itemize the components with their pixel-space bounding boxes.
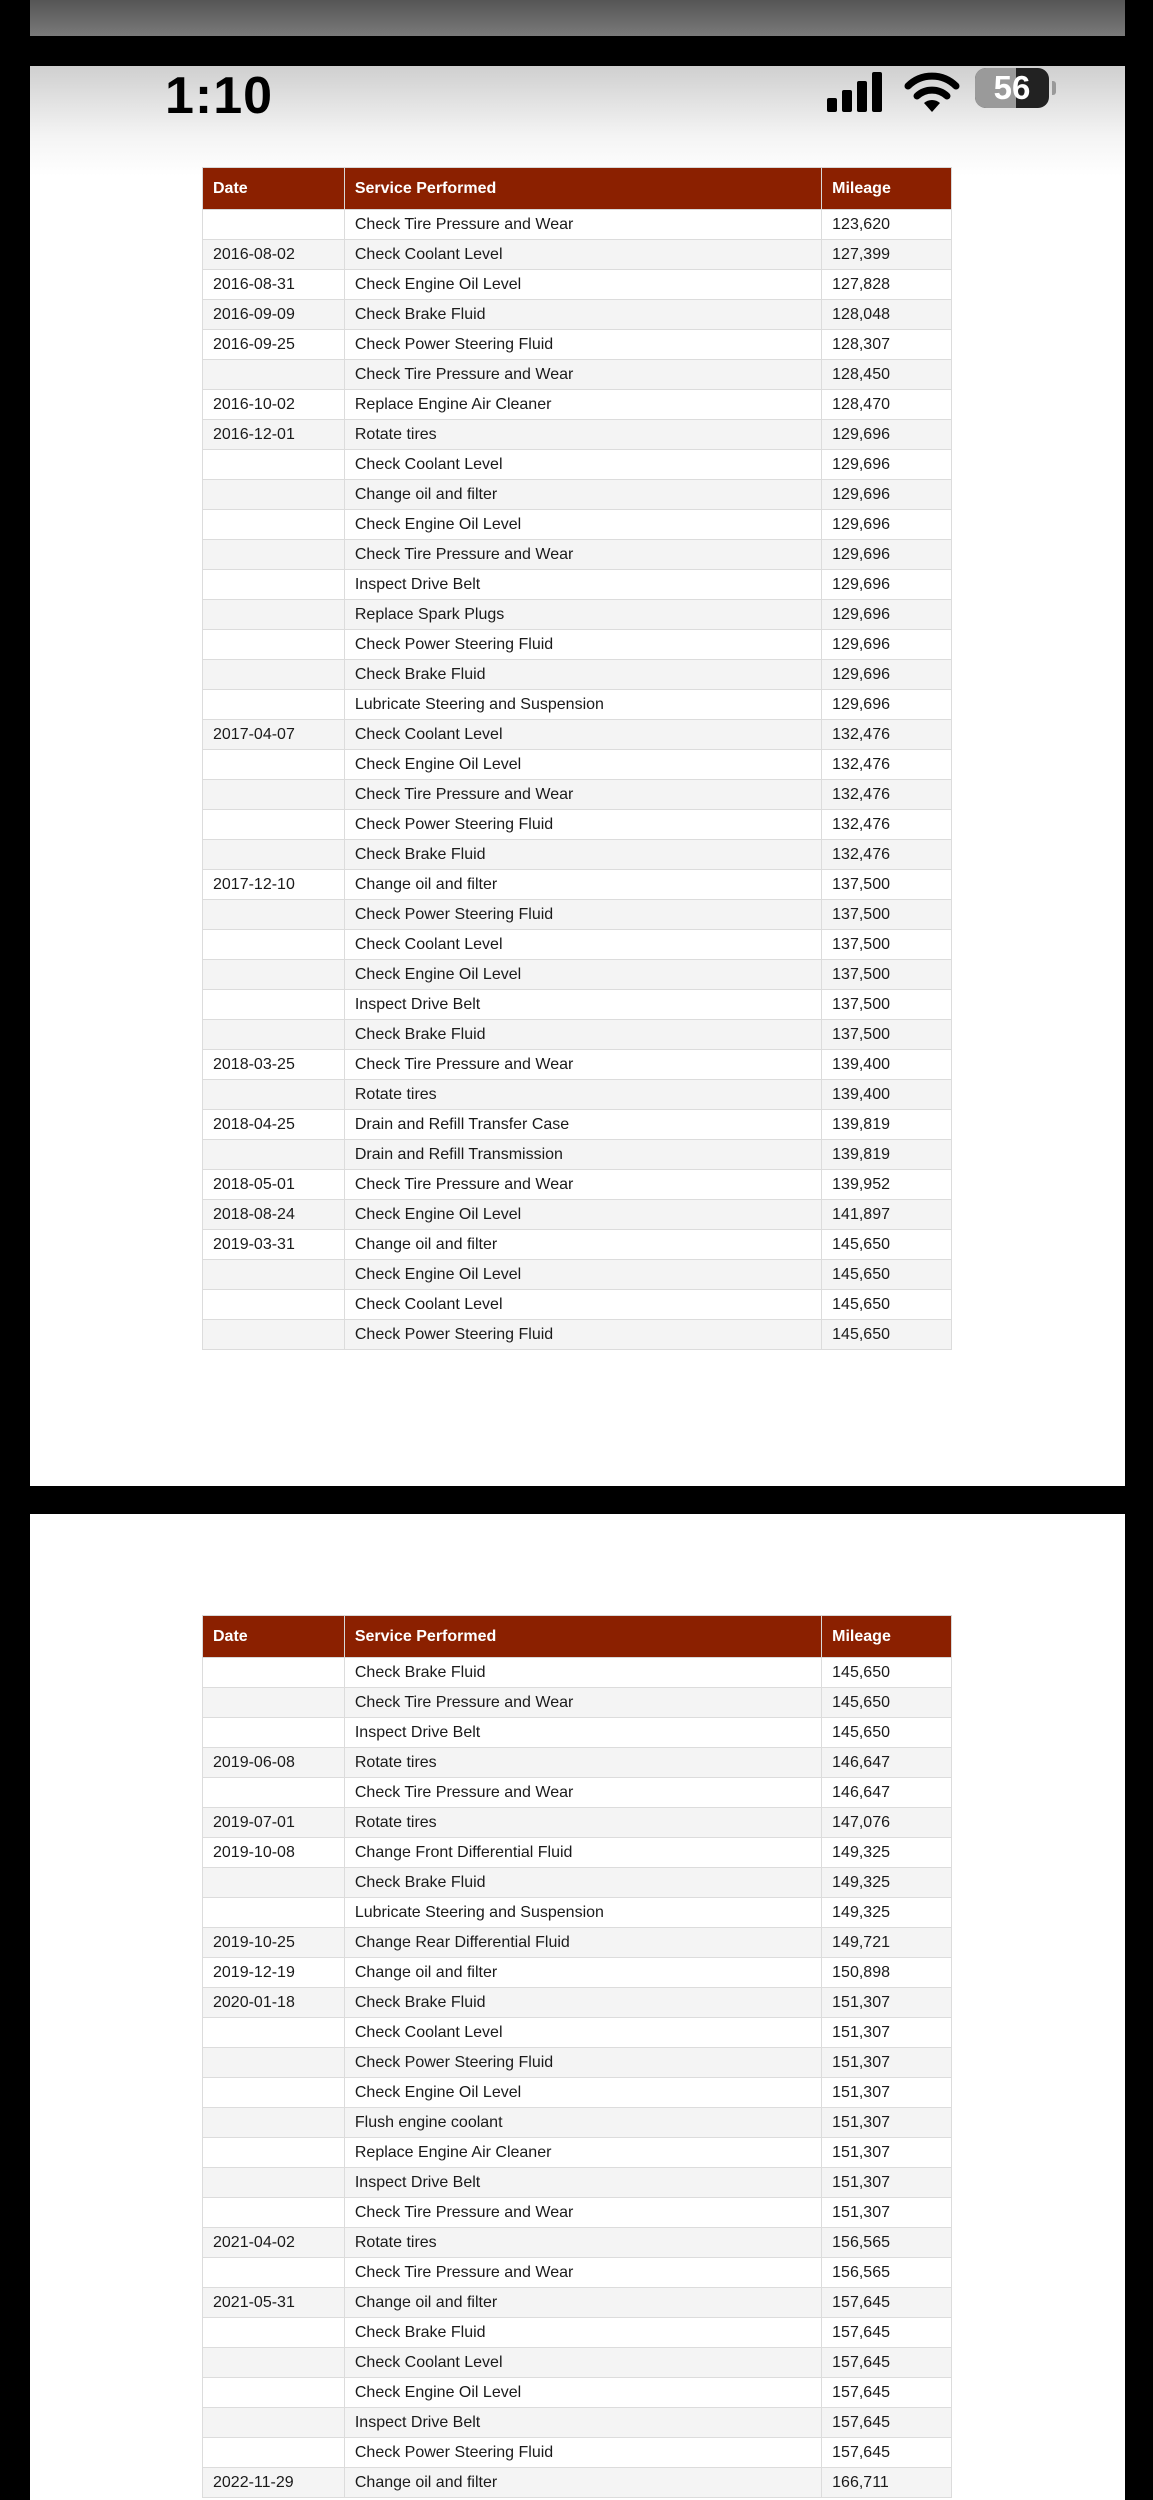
service-cell: Rotate tires: [344, 2228, 821, 2258]
document-page-1[interactable]: [30, 66, 1125, 1486]
table-row: [203, 1658, 952, 1688]
date-cell: [203, 480, 345, 510]
date-cell: [203, 2108, 345, 2138]
date-cell: 2020-01-18: [203, 1988, 345, 2018]
date-cell: [203, 660, 345, 690]
date-cell: [203, 1718, 345, 1748]
date-cell: [203, 2048, 345, 2078]
table-row: [203, 2258, 952, 2288]
mileage-cell: 147,076: [822, 1808, 952, 1838]
service-cell: Drain and Refill Transmission: [344, 1140, 821, 1170]
service-cell: Change oil and filter: [344, 870, 821, 900]
table-row: [203, 2168, 952, 2198]
table-row: [203, 750, 952, 780]
table-row: [203, 2378, 952, 2408]
service-cell: Check Brake Fluid: [344, 1988, 821, 2018]
table-row: [203, 540, 952, 570]
mileage-cell: 151,307: [822, 2168, 952, 2198]
date-cell: [203, 1140, 345, 1170]
mileage-cell: 132,476: [822, 840, 952, 870]
service-cell: Check Power Steering Fluid: [344, 810, 821, 840]
mileage-cell: 146,647: [822, 1748, 952, 1778]
service-cell: Check Tire Pressure and Wear: [344, 1778, 821, 1808]
table-row: [203, 1988, 952, 2018]
service-cell: Check Coolant Level: [344, 240, 821, 270]
date-cell: [203, 750, 345, 780]
table-row: [203, 930, 952, 960]
date-cell: 2016-10-02: [203, 390, 345, 420]
service-cell: Change Front Differential Fluid: [344, 1838, 821, 1868]
date-cell: [203, 1778, 345, 1808]
date-cell: [203, 1658, 345, 1688]
mileage-cell: 123,620: [822, 210, 952, 240]
date-cell: 2016-09-25: [203, 330, 345, 360]
date-cell: [203, 900, 345, 930]
mileage-cell: 157,645: [822, 2408, 952, 2438]
service-column-header: Service Performed: [344, 168, 821, 210]
table-row: [203, 1688, 952, 1718]
mileage-cell: 149,721: [822, 1928, 952, 1958]
mileage-cell: 129,696: [822, 630, 952, 660]
document-page-2[interactable]: [30, 1514, 1125, 2500]
mileage-cell: 137,500: [822, 990, 952, 1020]
table-row: [203, 840, 952, 870]
service-cell: Change oil and filter: [344, 2468, 821, 2498]
service-cell: Check Engine Oil Level: [344, 510, 821, 540]
date-cell: 2021-04-02: [203, 2228, 345, 2258]
mileage-cell: 129,696: [822, 660, 952, 690]
mileage-cell: 137,500: [822, 870, 952, 900]
mileage-cell: 127,828: [822, 270, 952, 300]
service-cell: Replace Spark Plugs: [344, 600, 821, 630]
mileage-cell: 141,897: [822, 1200, 952, 1230]
table-row: [203, 1260, 952, 1290]
table-row: [203, 990, 952, 1020]
service-cell: Check Power Steering Fluid: [344, 1320, 821, 1350]
service-cell: Check Coolant Level: [344, 2018, 821, 2048]
table-header-row: [203, 1616, 952, 1658]
date-cell: 2021-05-31: [203, 2288, 345, 2318]
table-row: [203, 480, 952, 510]
date-cell: [203, 2408, 345, 2438]
mileage-cell: 157,645: [822, 2378, 952, 2408]
service-cell: Check Brake Fluid: [344, 840, 821, 870]
date-cell: [203, 2168, 345, 2198]
date-cell: [203, 780, 345, 810]
status-time: 1:10: [165, 67, 274, 125]
mileage-cell: 156,565: [822, 2258, 952, 2288]
date-cell: 2019-10-25: [203, 1928, 345, 1958]
table-row: [203, 420, 952, 450]
date-cell: [203, 2378, 345, 2408]
date-cell: [203, 2318, 345, 2348]
date-cell: 2018-03-25: [203, 1050, 345, 1080]
date-cell: 2016-08-31: [203, 270, 345, 300]
table-row: [203, 2228, 952, 2258]
table-row: [203, 2288, 952, 2318]
date-cell: [203, 2198, 345, 2228]
battery-icon: [975, 68, 1055, 112]
date-cell: [203, 2018, 345, 2048]
service-cell: Change oil and filter: [344, 2288, 821, 2318]
table-row: [203, 2078, 952, 2108]
table-row: [203, 900, 952, 930]
mileage-cell: 149,325: [822, 1868, 952, 1898]
service-cell: Check Coolant Level: [344, 450, 821, 480]
date-cell: [203, 2348, 345, 2378]
service-cell: Check Tire Pressure and Wear: [344, 1688, 821, 1718]
table-row: [203, 1838, 952, 1868]
table-row: [203, 1718, 952, 1748]
date-cell: 2019-06-08: [203, 1748, 345, 1778]
mileage-cell: 145,650: [822, 1718, 952, 1748]
mileage-cell: 149,325: [822, 1838, 952, 1868]
mileage-cell: 166,711: [822, 2468, 952, 2498]
mileage-cell: 157,645: [822, 2318, 952, 2348]
date-cell: [203, 600, 345, 630]
table-row: [203, 810, 952, 840]
service-cell: Check Engine Oil Level: [344, 750, 821, 780]
date-cell: 2019-10-08: [203, 1838, 345, 1868]
mileage-cell: 139,952: [822, 1170, 952, 1200]
service-column-header: Service Performed: [344, 1616, 821, 1658]
service-cell: Check Coolant Level: [344, 2348, 821, 2378]
table-row: [203, 1290, 952, 1320]
service-cell: Check Coolant Level: [344, 930, 821, 960]
date-cell: 2016-09-09: [203, 300, 345, 330]
service-cell: Check Brake Fluid: [344, 1868, 821, 1898]
service-cell: Check Power Steering Fluid: [344, 630, 821, 660]
date-cell: [203, 1020, 345, 1050]
table-row: [203, 690, 952, 720]
mileage-cell: 151,307: [822, 2138, 952, 2168]
date-cell: [203, 810, 345, 840]
service-cell: Check Tire Pressure and Wear: [344, 210, 821, 240]
date-cell: 2019-07-01: [203, 1808, 345, 1838]
service-cell: Check Tire Pressure and Wear: [344, 540, 821, 570]
table-row: [203, 1170, 952, 1200]
table-row: [203, 2048, 952, 2078]
service-cell: Rotate tires: [344, 1748, 821, 1778]
date-cell: 2018-08-24: [203, 1200, 345, 1230]
table-row: [203, 390, 952, 420]
date-cell: [203, 1688, 345, 1718]
mileage-cell: 145,650: [822, 1320, 952, 1350]
service-cell: Check Tire Pressure and Wear: [344, 2198, 821, 2228]
mileage-cell: 137,500: [822, 1020, 952, 1050]
service-cell: Check Brake Fluid: [344, 300, 821, 330]
table-row: [203, 2138, 952, 2168]
service-cell: Rotate tires: [344, 420, 821, 450]
table-row: [203, 510, 952, 540]
service-cell: Check Engine Oil Level: [344, 960, 821, 990]
table-row: [203, 720, 952, 750]
mileage-cell: 156,565: [822, 2228, 952, 2258]
service-cell: Check Coolant Level: [344, 1290, 821, 1320]
mileage-cell: 128,307: [822, 330, 952, 360]
service-cell: Lubricate Steering and Suspension: [344, 690, 821, 720]
mileage-cell: 157,645: [822, 2438, 952, 2468]
date-cell: 2018-05-01: [203, 1170, 345, 1200]
table-row: [203, 330, 952, 360]
service-cell: Check Tire Pressure and Wear: [344, 1050, 821, 1080]
table-row: [203, 2108, 952, 2138]
cellular-signal-icon: [827, 72, 887, 112]
date-cell: [203, 510, 345, 540]
table-row: [203, 1320, 952, 1350]
date-cell: 2018-04-25: [203, 1110, 345, 1140]
table-row: [203, 1200, 952, 1230]
table-row: [203, 2438, 952, 2468]
service-cell: Replace Engine Air Cleaner: [344, 2138, 821, 2168]
service-cell: Check Tire Pressure and Wear: [344, 360, 821, 390]
date-cell: [203, 2078, 345, 2108]
table-row: [203, 660, 952, 690]
service-cell: Check Tire Pressure and Wear: [344, 780, 821, 810]
service-cell: Change oil and filter: [344, 1958, 821, 1988]
date-cell: 2022-11-29: [203, 2468, 345, 2498]
mileage-cell: 149,325: [822, 1898, 952, 1928]
mileage-cell: 139,819: [822, 1140, 952, 1170]
mileage-cell: 129,696: [822, 420, 952, 450]
mileage-cell: 129,696: [822, 450, 952, 480]
mileage-cell: 157,645: [822, 2348, 952, 2378]
table-row: [203, 960, 952, 990]
date-cell: 2016-12-01: [203, 420, 345, 450]
mileage-cell: 129,696: [822, 570, 952, 600]
mileage-cell: 145,650: [822, 1230, 952, 1260]
table-row: [203, 240, 952, 270]
table-row: [203, 2468, 952, 2498]
service-cell: Inspect Drive Belt: [344, 1718, 821, 1748]
service-cell: Check Tire Pressure and Wear: [344, 2258, 821, 2288]
date-column-header: Date: [203, 168, 345, 210]
mileage-cell: 146,647: [822, 1778, 952, 1808]
table-row: [203, 600, 952, 630]
table-row: [203, 1898, 952, 1928]
mileage-column-header: Mileage: [822, 1616, 952, 1658]
mileage-cell: 137,500: [822, 960, 952, 990]
service-cell: Inspect Drive Belt: [344, 2168, 821, 2198]
mileage-cell: 128,450: [822, 360, 952, 390]
table-row: [203, 1140, 952, 1170]
date-cell: [203, 2258, 345, 2288]
mileage-cell: 145,650: [822, 1260, 952, 1290]
service-cell: Change oil and filter: [344, 1230, 821, 1260]
table-row: [203, 1080, 952, 1110]
mileage-cell: 151,307: [822, 2078, 952, 2108]
date-cell: 2017-04-07: [203, 720, 345, 750]
service-cell: Check Engine Oil Level: [344, 1260, 821, 1290]
mileage-column-header: Mileage: [822, 168, 952, 210]
mileage-cell: 145,650: [822, 1658, 952, 1688]
date-cell: 2019-03-31: [203, 1230, 345, 1260]
service-cell: Check Power Steering Fluid: [344, 2048, 821, 2078]
service-history-table: [202, 167, 952, 1350]
service-cell: Change oil and filter: [344, 480, 821, 510]
date-cell: [203, 960, 345, 990]
table-row: [203, 2318, 952, 2348]
date-column-header: Date: [203, 1616, 345, 1658]
table-row: [203, 2408, 952, 2438]
service-cell: Rotate tires: [344, 1080, 821, 1110]
service-cell: Check Engine Oil Level: [344, 1200, 821, 1230]
table-row: [203, 270, 952, 300]
service-cell: Lubricate Steering and Suspension: [344, 1898, 821, 1928]
table-row: [203, 1748, 952, 1778]
date-cell: [203, 1290, 345, 1320]
mileage-cell: 151,307: [822, 2108, 952, 2138]
mileage-cell: 151,307: [822, 2198, 952, 2228]
battery-level: 56: [993, 69, 1031, 106]
table-row: [203, 1958, 952, 1988]
mileage-cell: 151,307: [822, 1988, 952, 2018]
window-top-bar: [30, 0, 1125, 36]
mileage-cell: 157,645: [822, 2288, 952, 2318]
table-row: [203, 2348, 952, 2378]
date-cell: [203, 840, 345, 870]
date-cell: 2016-08-02: [203, 240, 345, 270]
service-cell: Inspect Drive Belt: [344, 990, 821, 1020]
service-cell: Flush engine coolant: [344, 2108, 821, 2138]
table-row: [203, 210, 952, 240]
service-cell: Check Engine Oil Level: [344, 2378, 821, 2408]
mileage-cell: 129,696: [822, 690, 952, 720]
date-cell: 2019-12-19: [203, 1958, 345, 1988]
service-history-table: [202, 1615, 952, 2498]
service-cell: Check Power Steering Fluid: [344, 330, 821, 360]
table-header-row: [203, 168, 952, 210]
service-cell: Check Engine Oil Level: [344, 270, 821, 300]
service-cell: Rotate tires: [344, 1808, 821, 1838]
mileage-cell: 128,048: [822, 300, 952, 330]
service-cell: Check Coolant Level: [344, 720, 821, 750]
table-row: [203, 1050, 952, 1080]
service-cell: Check Brake Fluid: [344, 1020, 821, 1050]
date-cell: [203, 450, 345, 480]
table-row: [203, 1778, 952, 1808]
date-cell: [203, 1868, 345, 1898]
mileage-cell: 132,476: [822, 810, 952, 840]
table-row: [203, 1928, 952, 1958]
mileage-cell: 129,696: [822, 540, 952, 570]
mileage-cell: 139,400: [822, 1050, 952, 1080]
mileage-cell: 129,696: [822, 480, 952, 510]
mileage-cell: 139,819: [822, 1110, 952, 1140]
table-row: [203, 2198, 952, 2228]
table-row: [203, 780, 952, 810]
mileage-cell: 145,650: [822, 1688, 952, 1718]
table-row: [203, 630, 952, 660]
table-row: [203, 870, 952, 900]
date-cell: [203, 1260, 345, 1290]
service-cell: Check Tire Pressure and Wear: [344, 1170, 821, 1200]
table-row: [203, 360, 952, 390]
mileage-cell: 151,307: [822, 2048, 952, 2078]
service-cell: Check Power Steering Fluid: [344, 900, 821, 930]
mileage-cell: 127,399: [822, 240, 952, 270]
service-cell: Change Rear Differential Fluid: [344, 1928, 821, 1958]
service-cell: Inspect Drive Belt: [344, 570, 821, 600]
date-cell: [203, 1080, 345, 1110]
date-cell: [203, 360, 345, 390]
mileage-cell: 129,696: [822, 600, 952, 630]
table-row: [203, 1110, 952, 1140]
date-cell: [203, 570, 345, 600]
table-row: [203, 300, 952, 330]
mileage-cell: 137,500: [822, 930, 952, 960]
table-row: [203, 1808, 952, 1838]
mileage-cell: 128,470: [822, 390, 952, 420]
service-cell: Check Engine Oil Level: [344, 2078, 821, 2108]
mileage-cell: 137,500: [822, 900, 952, 930]
table-row: [203, 1230, 952, 1260]
date-cell: [203, 930, 345, 960]
status-bar: [30, 66, 1125, 146]
table-row: [203, 450, 952, 480]
service-cell: Inspect Drive Belt: [344, 2408, 821, 2438]
service-cell: Check Brake Fluid: [344, 2318, 821, 2348]
wifi-icon: [902, 66, 962, 114]
mileage-cell: 151,307: [822, 2018, 952, 2048]
service-cell: Check Brake Fluid: [344, 660, 821, 690]
mileage-cell: 132,476: [822, 750, 952, 780]
date-cell: [203, 630, 345, 660]
date-cell: [203, 540, 345, 570]
date-cell: [203, 690, 345, 720]
mileage-cell: 132,476: [822, 720, 952, 750]
date-cell: 2017-12-10: [203, 870, 345, 900]
service-cell: Drain and Refill Transfer Case: [344, 1110, 821, 1140]
table-row: [203, 1868, 952, 1898]
date-cell: [203, 210, 345, 240]
table-row: [203, 2018, 952, 2048]
service-cell: Check Brake Fluid: [344, 1658, 821, 1688]
date-cell: [203, 1898, 345, 1928]
service-cell: Replace Engine Air Cleaner: [344, 390, 821, 420]
date-cell: [203, 2438, 345, 2468]
mileage-cell: 129,696: [822, 510, 952, 540]
service-cell: Check Power Steering Fluid: [344, 2438, 821, 2468]
date-cell: [203, 990, 345, 1020]
mileage-cell: 139,400: [822, 1080, 952, 1110]
date-cell: [203, 1320, 345, 1350]
mileage-cell: 145,650: [822, 1290, 952, 1320]
date-cell: [203, 2138, 345, 2168]
mileage-cell: 132,476: [822, 780, 952, 810]
table-row: [203, 570, 952, 600]
mileage-cell: 150,898: [822, 1958, 952, 1988]
table-row: [203, 1020, 952, 1050]
